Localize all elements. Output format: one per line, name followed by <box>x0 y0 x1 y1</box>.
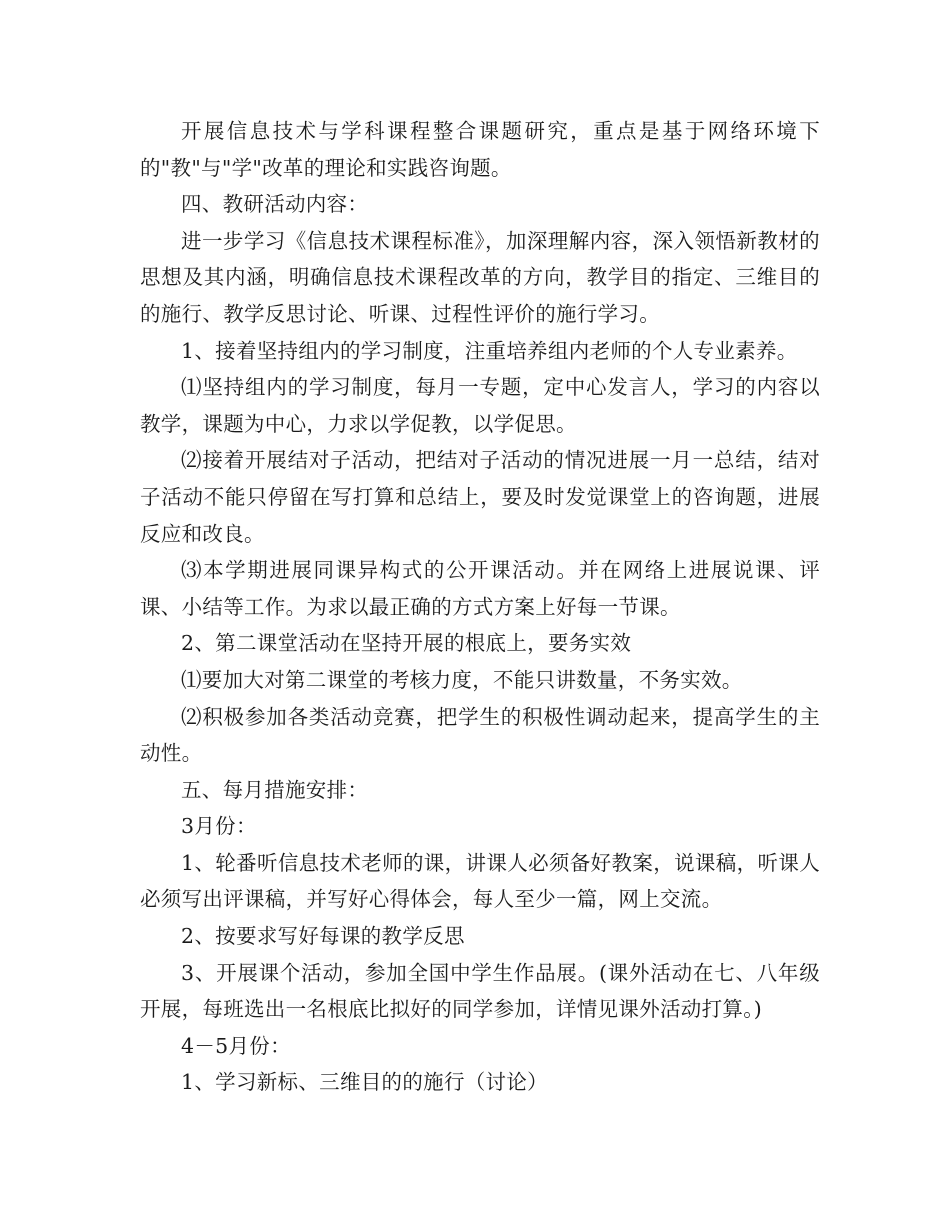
item-1-study-system: 1、接着坚持组内的学习制度，注重培养组内老师的个人专业素养。 <box>181 338 798 363</box>
heading-section-5: 五、每月措施安排： <box>181 777 369 802</box>
april-may-item-1: 1、学习新标、三维目的的施行（讨论） <box>181 1070 548 1095</box>
subitem-3-open-class: ⑶本学期进展同课异构式的公开课活动。并在网络上进展说课、评课、小结等工作。为求以最正确的方式方案上好每一节课。 <box>140 558 820 619</box>
document-body <box>140 113 820 1101</box>
paragraph-study-standards: 进一步学习《信息技术课程标准》，加深理解内容，深入领悟新教材的思想及其内涵，明确信息技术课程改革的方向，教学目的指定、三维目的的施行、教学反思讨论、听课、过程性评价的施行学习。 <box>140 228 820 326</box>
march-item-3: 3、开展课个活动，参加全国中学生作品展。(课外活动在七、八年级开展，每班选出一名根底比拟好的同学参加，详情见课外活动打算。) <box>140 960 820 1022</box>
month-march-heading: 3月份： <box>181 814 257 839</box>
paragraph-intro: 开展信息技术与学科课程整合课题研究，重点是基于网络环境下的"教"与"学"改革的理论和实践咨询题。 <box>140 119 820 180</box>
month-april-may-heading: 4－5月份： <box>181 1033 291 1058</box>
item-2-second-classroom: 2、第二课堂活动在坚持开展的根底上，要务实效 <box>181 631 632 656</box>
subitem-1-monthly-topic: ⑴坚持组内的学习制度，每月一专题，定中心发言人，学习的内容以教学，课题为中心，力求以学促教，以学促思。 <box>140 375 820 436</box>
march-item-1: 1、轮番听信息技术老师的课，讲课人必须备好教案，说课稿，听课人必须写出评课稿，并写好心得体会，每人至少一篇，网上交流。 <box>140 850 820 912</box>
heading-section-4: 四、教研活动内容： <box>181 192 369 217</box>
subitem-2-pairing-activity: ⑵接着开展结对子活动，把结对子活动的情况进展一月一总结，结对子活动不能只停留在写打算和总结上，要及时发觉课堂上的咨询题，进展反应和改良。 <box>140 448 820 546</box>
subitem-1-assessment: ⑴要加大对第二课堂的考核力度，不能只讲数量，不务实效。 <box>181 667 743 692</box>
march-item-2: 2、按要求写好每课的教学反思 <box>181 924 465 949</box>
subitem-2-competitions: ⑵积极参加各类活动竞赛，把学生的积极性调动起来，提高学生的主动性。 <box>140 704 820 766</box>
